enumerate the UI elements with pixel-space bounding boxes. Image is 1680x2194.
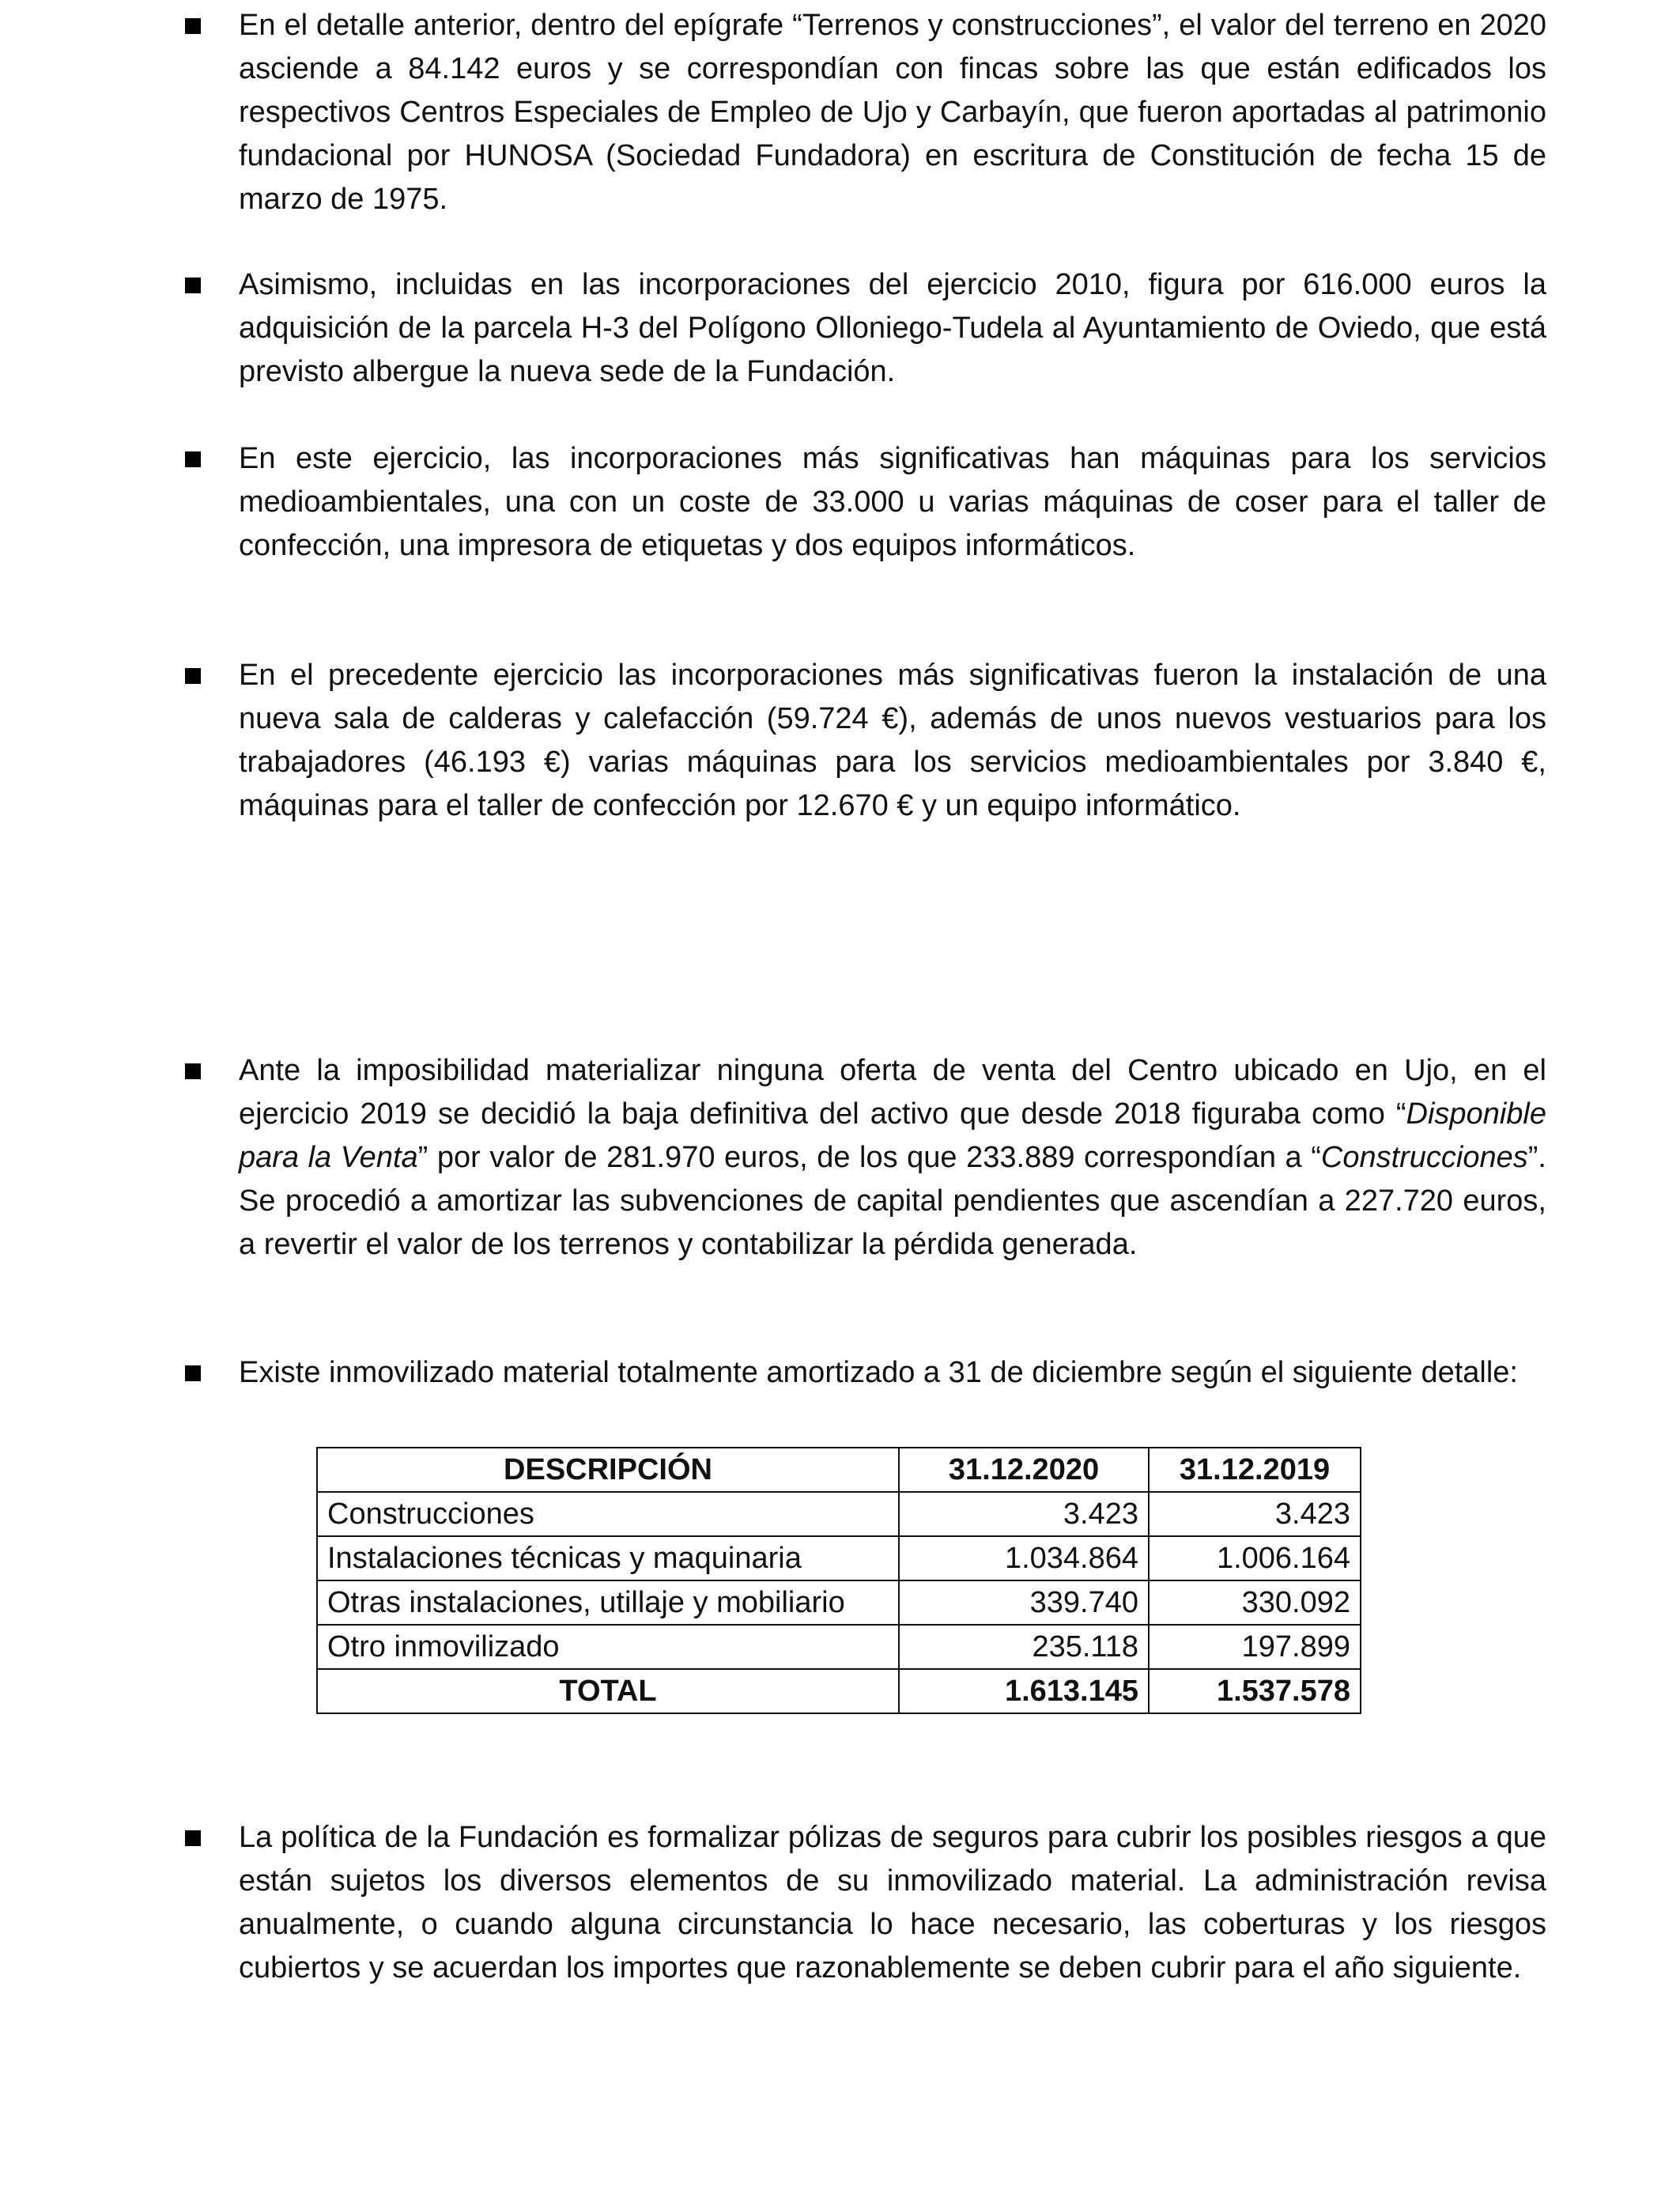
table-total-row — [317, 1669, 1361, 1713]
table-header: 31.12.2020 — [899, 1448, 1149, 1492]
paragraph-ejercicio-precedente: En el precedente ejercicio las incorporaciones más significativas fueron la instalación de una nueva sala de calderas y calefacción (59.724 €), además de unos nuevos vestuarios para los trabajadores (46.193 €) varias máquinas para los servicios medioambientales por 3.840 €, máquinas para el taller de confección por 12.670 € y un equipo informático. — [239, 659, 1546, 822]
table-cell: 3.423 — [899, 1492, 1149, 1536]
table-header: 31.12.2019 — [1149, 1448, 1361, 1492]
bullet-marker — [185, 668, 201, 684]
table-cell: Construcciones — [317, 1492, 899, 1536]
table-cell: 235.118 — [899, 1625, 1149, 1669]
table-cell: 330.092 — [1149, 1580, 1361, 1625]
paragraph-parcela: Asimismo, incluidas en las incorporaciones del ejercicio 2010, figura por 616.000 euros la adquisición de la parcela H-3 del Polígono Olloniego-Tudela al Ayuntamiento de Oviedo, que está previsto albergue la nueva sede de la Fundación. — [239, 268, 1546, 388]
bullet-marker — [185, 1830, 201, 1846]
table-cell: Otro inmovilizado — [317, 1625, 899, 1669]
table-cell: 1.613.145 — [899, 1669, 1149, 1713]
bullet-marker — [185, 1063, 201, 1079]
table-cell: 3.423 — [1149, 1492, 1361, 1536]
paragraph-totalmente-amortizado: Existe inmovilizado material totalmente amortizado a 31 de diciembre según el siguiente detalle: — [239, 1356, 1518, 1389]
table-row — [317, 1580, 1361, 1625]
table-cell: 1.537.578 — [1149, 1669, 1361, 1713]
table-cell: Otras instalaciones, utillaje y mobiliario — [317, 1580, 899, 1625]
table-row — [317, 1625, 1361, 1669]
text-segment: Ante la imposibilidad materializar ninguna oferta de venta del Centro ubicado en Ujo, en el ejercicio 2019 se decidió la baja definitiva del activo que desde 2018 figuraba como “ — [239, 1054, 1546, 1131]
table-row — [317, 1536, 1361, 1580]
table-cell: 197.899 — [1149, 1625, 1361, 1669]
bullet-marker — [185, 451, 201, 467]
italic-term: Construcciones — [1320, 1141, 1528, 1174]
paragraph-centro-ujo — [239, 1049, 1546, 1267]
paragraph-politica-seguros: La política de la Fundación es formalizar pólizas de seguros para cubrir los posibles riesgos a que están sujetos los diversos elementos de su inmovilizado material. La administración revisa anualmente, o cuando alguna circunstancia lo hace necesario, las coberturas y los riesgos cubiertos y se acuerdan los importes que razonablemente se deben cubrir para el año siguiente. — [239, 1821, 1546, 1984]
bullet-marker — [185, 1365, 201, 1381]
table-cell: Instalaciones técnicas y maquinaria — [317, 1536, 899, 1580]
table-header: DESCRIPCIÓN — [317, 1448, 899, 1492]
table-cell: 1.034.864 — [899, 1536, 1149, 1580]
table-cell: 339.740 — [899, 1580, 1149, 1625]
bullet-marker — [185, 278, 201, 293]
text-segment: ” por valor de 281.970 euros, de los que 233.889 correspondían a “ — [417, 1141, 1321, 1174]
table-row — [317, 1492, 1361, 1536]
bullet-marker — [185, 18, 201, 34]
text-segment: ”. Se procedió a amortizar las subvenciones de capital pendientes que ascendían a 227.720 euros, a revertir el valor de los terrenos y contabilizar la pérdida generada. — [239, 1141, 1546, 1261]
table-header-row — [317, 1448, 1361, 1492]
table-cell: TOTAL — [317, 1669, 899, 1713]
paragraph-terrenos: En el detalle anterior, dentro del epígrafe “Terrenos y construcciones”, el valor del terreno en 2020 asciende a 84.142 euros y se correspondían con fincas sobre las que están edificados los respectivos Centros Especiales de Empleo de Ujo y Carbayín, que fueron aportadas al patrimonio fundacional por HUNOSA (Sociedad Fundadora) en escritura de Constitución de fecha 15 de marzo de 1975. — [239, 9, 1546, 216]
italic-term: Disponible para la Venta — [239, 1097, 1546, 1174]
paragraph-incorporaciones-ejercicio: En este ejercicio, las incorporaciones más significativas han máquinas para los servicios medioambientales, una con un coste de 33.000 u varias máquinas de coser para el taller de confección, una impresora de etiquetas y dos equipos informáticos. — [239, 442, 1546, 562]
amortized-assets-table — [316, 1447, 1361, 1714]
table-cell: 1.006.164 — [1149, 1536, 1361, 1580]
